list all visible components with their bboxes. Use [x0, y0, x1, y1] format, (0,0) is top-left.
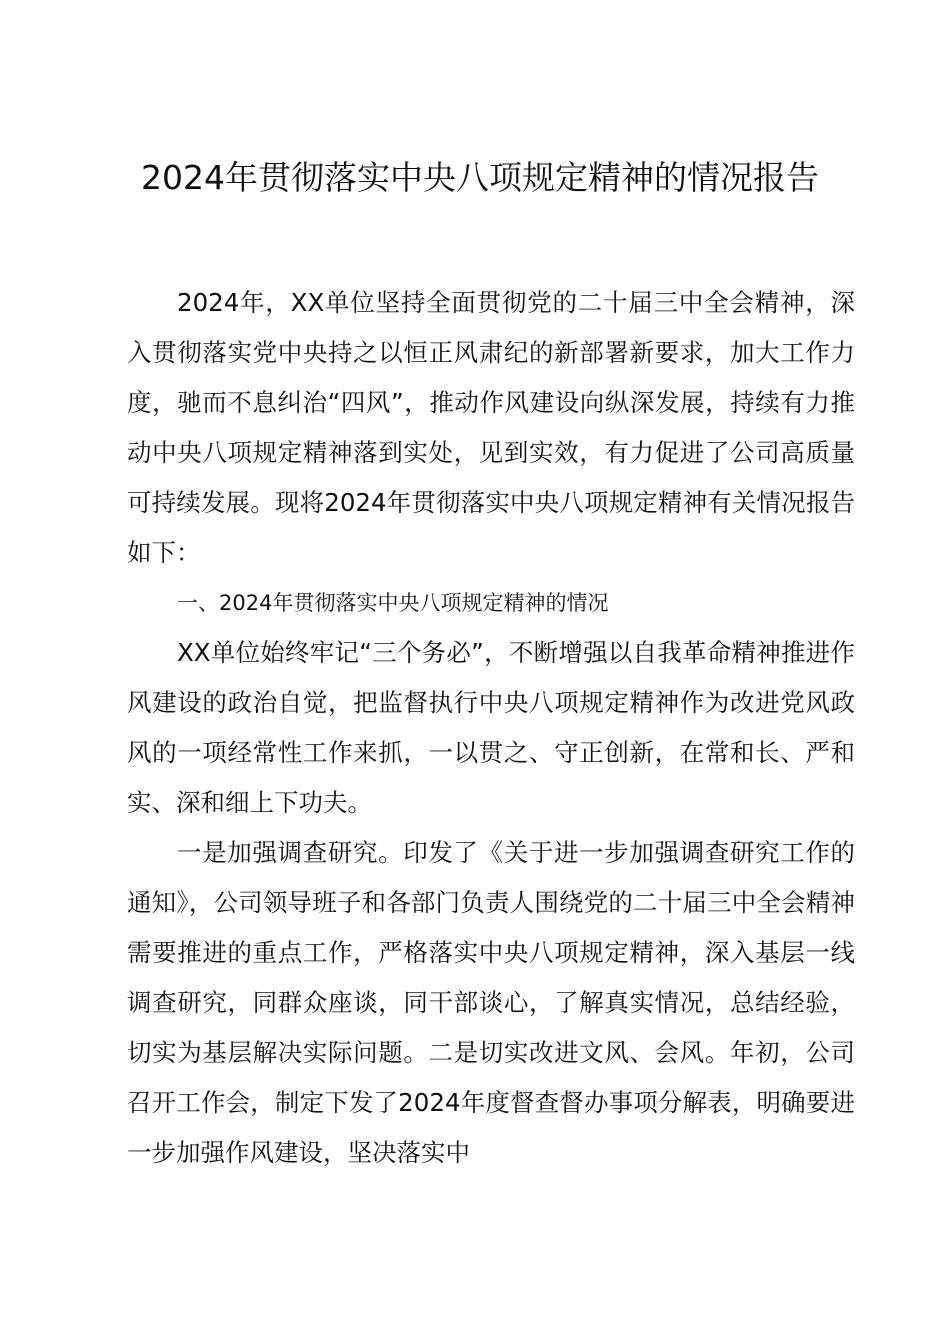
section-1-paragraph-1: XX单位始终牢记“三个务必”，不断增强以自我革命精神推进作风建设的政治自觉，把监督执行中央八项规定精神作为改进党风政风的一项经常性工作来抓，一以贯之、守正创新，在常和长、严和实、深和细上下功夫。 [127, 638, 855, 817]
section-1-paragraph-2: 一是加强调查研究。印发了《关于进一步加强调查研究工作的通知》，公司领导班子和各部门负责人围绕党的二十届三中全会精神需要推进的重点工作，严格落实中央八项规定精神，深入基层一线调查研究，同群众座谈，同干部谈心，了解真实情况，总结经验，切实为基层解决实际问题。二是切实改进文风、会风。年初，公司召开工作会，制定下发了2024年度督查督办事项分解表，明确要进一步加强作风建设，坚决落实中 [127, 838, 855, 1167]
section-1-heading: 一、2024年贯彻落实中央八项规定精神的情况 [177, 591, 609, 615]
document-title: 2024年贯彻落实中央八项规定精神的情况报告 [141, 158, 819, 197]
document-body [127, 278, 855, 1178]
intro-paragraph: 2024年，XX单位坚持全面贯彻党的二十届三中全会精神，深入贯彻落实党中央持之以恒正风肃纪的新部署新要求，加大工作力度，驰而不息纠治“四风”，推动作风建设向纵深发展，持续有力推动中央八项规定精神落到实处，见到实效，有力促进了公司高质量可持续发展。现将2024年贯彻落实中央八项规定精神有关情况报告如下： [127, 288, 855, 567]
